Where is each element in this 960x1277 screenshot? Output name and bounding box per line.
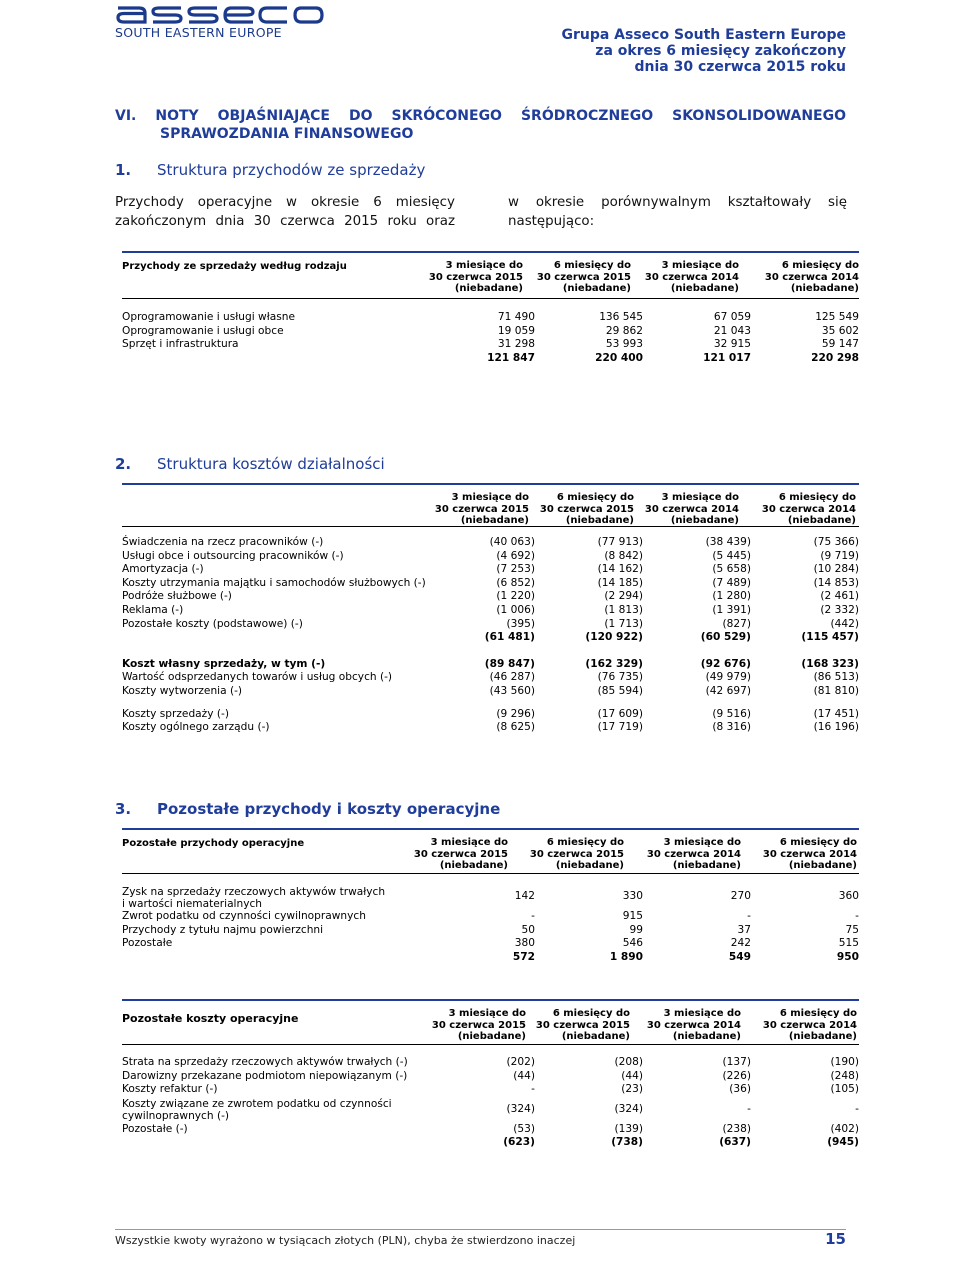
row-label: Koszt własny sprzedaży, w tym (-) <box>122 657 326 670</box>
table-row <box>122 721 859 735</box>
row-label: Darowizny przekazane podmiotom niepowiązanym (-) <box>122 1069 408 1082</box>
cell-value: 121 017 <box>703 351 751 364</box>
total-row <box>122 352 859 366</box>
table-row <box>122 618 859 632</box>
intro-word: porównywalnym <box>601 195 711 210</box>
cell-value: (77 913) <box>597 536 643 548</box>
column-header: 3 miesiące do 30 czerwca 2015 (niebadane) <box>434 492 529 526</box>
chapter-heading-line-1 <box>115 107 846 125</box>
cell-value: (46 287) <box>489 671 535 684</box>
cell-value: (86 513) <box>813 671 859 684</box>
cell-value: (190) <box>830 1056 859 1068</box>
cell-value: (738) <box>611 1136 643 1149</box>
cell-value: (9 516) <box>712 707 751 720</box>
intro-word: okresie <box>535 195 585 210</box>
cell-value: 29 862 <box>605 324 643 337</box>
cell-value: 270 <box>730 890 751 903</box>
spacer-row <box>122 645 859 658</box>
cell-value: 515 <box>838 937 859 950</box>
cell-value: (202) <box>506 1056 535 1068</box>
table-row <box>122 1070 859 1084</box>
column-header: 3 miesiące do 30 czerwca 2015 (niebadane) <box>431 1008 526 1042</box>
logo-subtitle: SOUTH EASTERN EUROPE <box>115 25 282 40</box>
cell-value: - <box>855 1102 859 1115</box>
cell-value: (9 719) <box>820 549 859 562</box>
row-label: Oprogramowanie i usługi własne <box>122 311 295 323</box>
section-3-title <box>115 800 500 818</box>
cell-value: 220 298 <box>811 351 859 364</box>
table-row <box>122 1083 859 1097</box>
cell-value: (7 253) <box>496 563 535 576</box>
cell-value: (75 366) <box>813 536 859 548</box>
cell-value: - <box>747 910 751 922</box>
cell-value: (162 329) <box>585 657 643 670</box>
column-header: 3 miesiące do 30 czerwca 2015 (niebadane) <box>413 837 508 871</box>
cell-value: (139) <box>614 1122 643 1135</box>
section-1-title <box>115 161 425 179</box>
cell-value: (1 220) <box>496 590 535 603</box>
cell-value: (9 296) <box>496 707 535 720</box>
cell-value: 220 400 <box>595 351 643 364</box>
intro-word: w <box>286 195 297 210</box>
cell-value: (10 284) <box>813 563 859 576</box>
cell-value: (8 842) <box>604 549 643 562</box>
column-header: 6 miesięcy do 30 czerwca 2014 (niebadane) <box>761 492 856 526</box>
row-label: Usługi obce i outsourcing pracowników (-) <box>122 549 344 562</box>
cell-value: (76 735) <box>597 671 643 684</box>
cell-value: 360 <box>838 890 859 903</box>
cell-value: (1 006) <box>496 603 535 616</box>
chapter-heading <box>115 107 846 143</box>
cell-value: (238) <box>722 1122 751 1135</box>
section-title-text: Struktura kosztów działalności <box>157 455 385 473</box>
cell-value: (44) <box>621 1069 643 1082</box>
header-rule <box>122 526 859 527</box>
cell-value: (17 719) <box>597 721 643 734</box>
revenue-table <box>122 311 859 365</box>
cell-value: - <box>855 910 859 922</box>
cell-value: (16 196) <box>813 721 859 734</box>
table-row <box>122 910 859 924</box>
table-row <box>122 577 859 591</box>
cell-value: 21 043 <box>713 324 751 337</box>
row-label: Koszty wytworzenia (-) <box>122 684 243 697</box>
row-label: Podróże służbowe (-) <box>122 590 232 603</box>
cell-value: (1 391) <box>712 603 751 616</box>
cell-value: (4 692) <box>496 549 535 562</box>
costs-table <box>122 536 859 735</box>
cell-value: 31 298 <box>497 338 535 351</box>
column-header: 6 miesięcy do 30 czerwca 2014 (niebadane) <box>762 837 857 871</box>
row-label: Koszty refaktur (-) <box>122 1083 218 1096</box>
header-rule <box>122 298 859 299</box>
revenue-table-header <box>122 251 859 297</box>
subtotal-row <box>122 658 859 672</box>
cell-value: 53 993 <box>605 338 643 351</box>
cell-value: (1 280) <box>712 590 751 603</box>
cell-value: 549 <box>728 950 751 963</box>
row-label: Pozostałe <box>122 937 173 950</box>
cell-value: 99 <box>629 923 643 936</box>
cell-value: (324) <box>614 1102 643 1115</box>
row-label: Zwrot podatku od czynności cywilnoprawnych <box>122 910 366 922</box>
table-row <box>122 338 859 352</box>
table-row <box>122 550 859 564</box>
cell-value: (827) <box>722 617 751 630</box>
cell-value: 950 <box>836 950 859 963</box>
section-number: 2. <box>115 455 132 473</box>
intro-word: 6 <box>373 195 382 210</box>
header-rule <box>122 1044 859 1045</box>
cell-value: 136 545 <box>599 311 643 323</box>
company-name: Grupa Asseco South Eastern Europe <box>561 27 846 43</box>
section-title-text: Struktura przychodów ze sprzedaży <box>157 161 426 179</box>
cell-value: - <box>531 910 535 922</box>
cell-value: 71 490 <box>497 311 535 323</box>
cell-value: 242 <box>730 937 751 950</box>
cell-value: - <box>747 1102 751 1115</box>
cell-value: (168 323) <box>801 657 859 670</box>
cell-value: (637) <box>719 1136 751 1149</box>
report-header <box>561 27 846 75</box>
row-label: Świadczenia na rzecz pracowników (-) <box>122 536 324 548</box>
section-title-text: Pozostałe przychody i koszty operacyjne <box>157 800 501 818</box>
cell-value: (402) <box>830 1122 859 1135</box>
row-label: Sprzęt i infrastruktura <box>122 338 239 351</box>
spacer-row <box>122 699 859 708</box>
cell-value: 915 <box>622 910 643 922</box>
cell-value: (5 445) <box>712 549 751 562</box>
intro-word: operacyjne <box>197 195 273 210</box>
intro-word: miesięcy <box>395 195 455 210</box>
cell-value: 37 <box>737 923 751 936</box>
cell-value: (53) <box>513 1122 535 1135</box>
row-label: Koszty związane ze zwrotem podatku od czynności cywilnoprawnych (-) <box>122 1098 392 1123</box>
chapter-word: OBJAŚNIAJĄCE <box>217 108 330 124</box>
cell-value: (395) <box>506 617 535 630</box>
cell-value: 50 <box>521 923 535 936</box>
cell-value: (38 439) <box>705 536 751 548</box>
row-label: Koszty sprzedaży (-) <box>122 707 229 720</box>
intro-word: Przychody <box>115 195 184 210</box>
revenue-table-title: Przychody ze sprzedaży według rodzaju <box>122 261 347 272</box>
cell-value: (7 489) <box>712 576 751 589</box>
column-header: 3 miesiące do 30 czerwca 2014 (niebadane) <box>644 492 739 526</box>
table-row <box>122 311 859 325</box>
cell-value: (44) <box>513 1069 535 1082</box>
page-footer <box>115 1229 846 1248</box>
column-header: 6 miesięcy do 30 czerwca 2015 (niebadane) <box>535 1008 630 1042</box>
page-number: 15 <box>825 1230 846 1248</box>
cell-value: (1 713) <box>604 617 643 630</box>
column-header: 6 miesięcy do 30 czerwca 2014 (niebadane) <box>762 1008 857 1042</box>
cell-value: (442) <box>830 617 859 630</box>
section-number: 1. <box>115 161 132 179</box>
cell-value: (89 847) <box>484 657 535 670</box>
cell-value: (324) <box>506 1102 535 1115</box>
cell-value: 1 890 <box>609 950 643 963</box>
cell-value: (14 185) <box>597 576 643 589</box>
cell-value: (120 922) <box>585 631 643 644</box>
row-label: Koszty utrzymania majątku i samochodów służbowych (-) <box>122 576 426 589</box>
other-costs-table <box>122 1056 859 1150</box>
column-header: 6 miesięcy do 30 czerwca 2015 (niebadane) <box>529 837 624 871</box>
row-label: Amortyzacja (-) <box>122 563 204 576</box>
cell-value: (14 853) <box>813 576 859 589</box>
column-header: 6 miesięcy do 30 czerwca 2014 (niebadane) <box>764 260 859 294</box>
row-label <box>122 951 428 965</box>
chapter-word: DO <box>348 108 373 124</box>
cell-value: (623) <box>503 1136 535 1149</box>
period-line-1: za okres 6 miesięcy zakończony <box>595 43 846 59</box>
chapter-word: SKRÓCONEGO <box>391 108 502 124</box>
cell-value: 142 <box>514 890 535 903</box>
cell-value: (81 810) <box>813 684 859 697</box>
cell-value: 59 147 <box>821 338 859 351</box>
cell-value: (42 697) <box>705 684 751 697</box>
cell-value: (137) <box>722 1056 751 1068</box>
total-row <box>122 1136 859 1150</box>
cell-value: 546 <box>622 937 643 950</box>
row-label: Strata na sprzedaży rzeczowych aktywów trwałych (-) <box>122 1056 408 1068</box>
other-costs-table-header <box>122 999 859 1041</box>
table-row <box>122 924 859 938</box>
cell-value: 572 <box>512 950 535 963</box>
intro-right-column <box>508 193 847 231</box>
other-income-table-header <box>122 828 859 870</box>
cell-value: 125 549 <box>815 311 859 323</box>
cell-value: (8 625) <box>496 721 535 734</box>
row-label: Pozostałe (-) <box>122 1122 188 1135</box>
column-header: 6 miesięcy do 30 czerwca 2015 (niebadane) <box>539 492 634 526</box>
cell-value: 19 059 <box>497 324 535 337</box>
other-income-table-title: Pozostałe przychody operacyjne <box>122 838 305 849</box>
row-label: Oprogramowanie i usługi obce <box>122 324 284 337</box>
table-row <box>122 563 859 577</box>
cell-value: (85 594) <box>597 684 643 697</box>
row-label: Zysk na sprzedaży rzeczowych aktywów trwałych i wartości niematerialnych <box>122 885 386 910</box>
total-row <box>122 631 859 645</box>
table-row <box>122 604 859 618</box>
section-number: 3. <box>115 800 132 818</box>
cell-value: 32 915 <box>713 338 751 351</box>
intro-word: kształtowały <box>727 195 812 210</box>
cell-value: 35 602 <box>821 324 859 337</box>
column-header: 3 miesiące do 30 czerwca 2014 (niebadane) <box>646 837 741 871</box>
cell-value: (2 332) <box>820 603 859 616</box>
asseco-logo <box>115 2 325 40</box>
table-row <box>122 590 859 604</box>
table-row <box>122 1123 859 1137</box>
row-label <box>122 352 428 366</box>
chapter-number: VI. <box>115 108 137 124</box>
table-row <box>122 884 859 910</box>
row-label: Koszty ogólnego zarządu (-) <box>122 721 270 734</box>
other-costs-table-title: Pozostałe koszty operacyjne <box>122 1012 299 1025</box>
total-row <box>122 951 859 965</box>
cell-value: (92 676) <box>700 657 751 670</box>
cell-value: (61 481) <box>484 631 535 644</box>
column-header: 6 miesięcy do 30 czerwca 2015 (niebadane) <box>536 260 631 294</box>
table-row <box>122 937 859 951</box>
intro-word: okresie <box>310 195 360 210</box>
column-header: 3 miesiące do 30 czerwca 2014 (niebadane) <box>644 260 739 294</box>
cell-value: (945) <box>827 1136 859 1149</box>
chapter-word: ŚRÓDROCZNEGO <box>520 108 654 124</box>
period-line-2: dnia 30 czerwca 2015 roku <box>634 59 846 75</box>
intro-left-line-2: zakończonym dnia 30 czerwca 2015 roku oraz <box>115 214 455 229</box>
column-header: 3 miesiące do 30 czerwca 2015 (niebadane) <box>428 260 523 294</box>
chapter-heading-line-2: SPRAWOZDANIA FINANSOWEGO <box>160 126 414 142</box>
table-row <box>122 536 859 550</box>
table-row <box>122 671 859 685</box>
cell-value: (1 813) <box>604 603 643 616</box>
cell-value: (40 063) <box>489 536 535 548</box>
cell-value: (2 294) <box>604 590 643 603</box>
cell-value: (17 609) <box>597 707 643 720</box>
intro-left-column <box>115 193 455 231</box>
cell-value: (115 457) <box>801 631 859 644</box>
chapter-word: NOTY <box>155 108 199 124</box>
row-label: Przychody z tytułu najmu powierzchni <box>122 923 324 936</box>
cell-value: (36) <box>729 1083 751 1096</box>
row-label: Reklama (-) <box>122 603 184 616</box>
cell-value: 330 <box>622 890 643 903</box>
table-row <box>122 685 859 699</box>
intro-word: się <box>828 195 847 210</box>
cell-value: - <box>531 1083 535 1096</box>
other-income-table <box>122 884 859 964</box>
cell-value: (105) <box>830 1083 859 1096</box>
cell-value: (248) <box>830 1069 859 1082</box>
section-2-title <box>115 455 385 473</box>
cell-value: (226) <box>722 1069 751 1082</box>
cell-value: (208) <box>614 1056 643 1068</box>
cell-value: (17 451) <box>813 707 859 720</box>
row-label <box>122 631 428 645</box>
intro-word: w <box>508 195 519 210</box>
footer-note: Wszystkie kwoty wyrażono w tysiącach złotych (PLN), chyba że stwierdzono inaczej <box>115 1234 576 1247</box>
cell-value: 67 059 <box>713 311 751 323</box>
cell-value: (8 316) <box>712 721 751 734</box>
column-header: 3 miesiące do 30 czerwca 2014 (niebadane) <box>646 1008 741 1042</box>
cell-value: 380 <box>514 937 535 950</box>
intro-right-line-2: następująco: <box>508 214 595 229</box>
table-row <box>122 708 859 722</box>
cell-value: (14 162) <box>597 563 643 576</box>
row-label <box>122 1136 428 1150</box>
row-label: Wartość odsprzedanych towarów i usług obcych (-) <box>122 671 393 684</box>
cell-value: 121 847 <box>487 351 535 364</box>
cell-value: (5 658) <box>712 563 751 576</box>
asseco-wordmark <box>115 2 325 24</box>
row-label: Pozostałe koszty (podstawowe) (-) <box>122 617 303 630</box>
cell-value: (43 560) <box>489 684 535 697</box>
cell-value: (23) <box>621 1083 643 1096</box>
cell-value: (2 461) <box>820 590 859 603</box>
chapter-word: SKONSOLIDOWANEGO <box>672 108 846 124</box>
cell-value: (6 852) <box>496 576 535 589</box>
costs-table-header <box>122 483 859 525</box>
table-row <box>122 1056 859 1070</box>
table-row <box>122 1097 859 1123</box>
header-rule <box>122 873 859 874</box>
cell-value: (49 979) <box>705 671 751 684</box>
cell-value: 75 <box>845 923 859 936</box>
table-row <box>122 325 859 339</box>
cell-value: (60 529) <box>700 631 751 644</box>
